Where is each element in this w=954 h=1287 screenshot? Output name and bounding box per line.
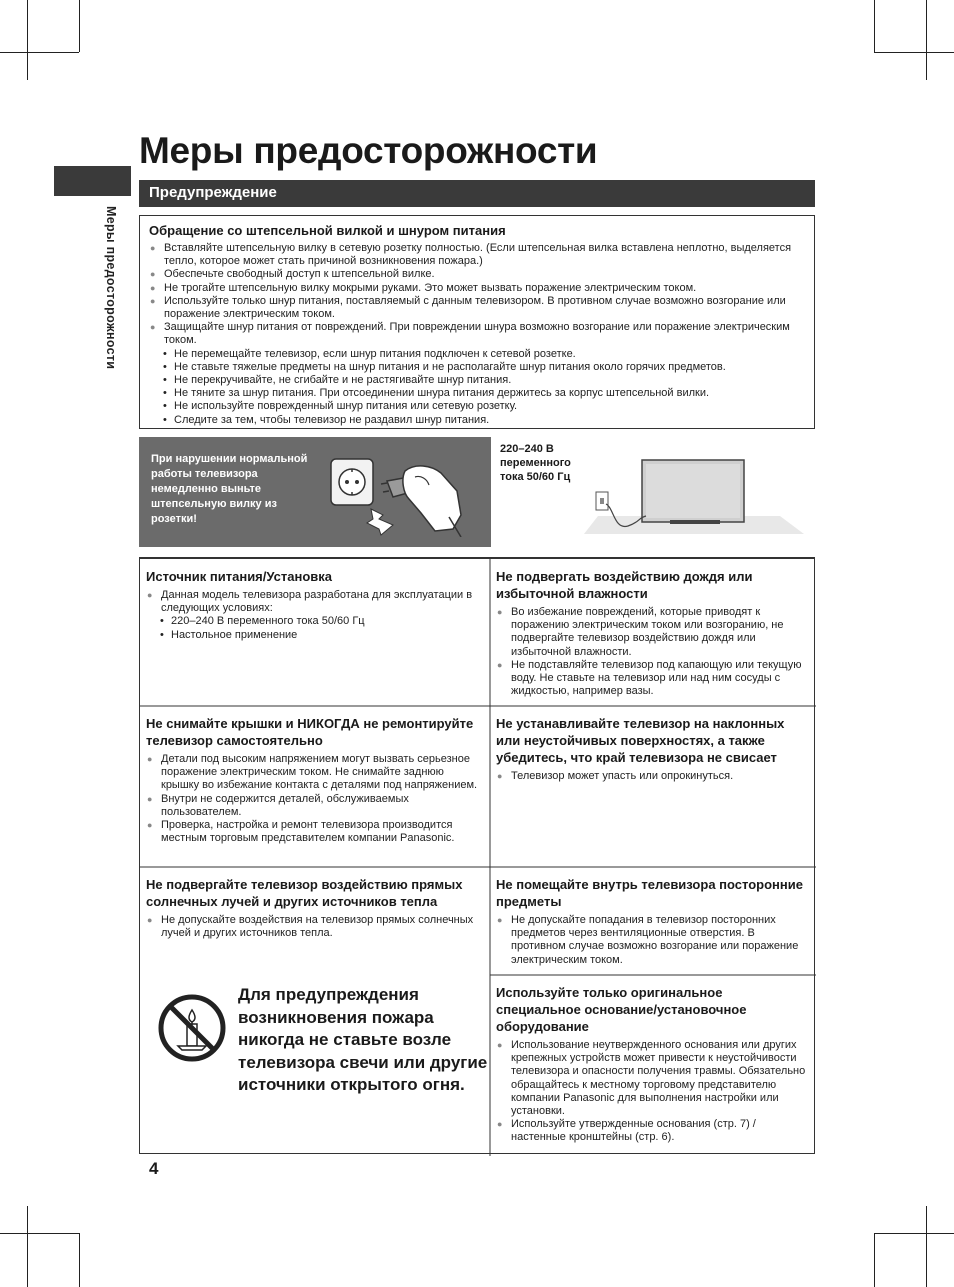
crop-mark	[27, 0, 28, 80]
list-item: • Настольное применение	[146, 629, 484, 642]
list-item: • Не перемещайте телевизор, если шнур питания подключен к сетевой розетке.	[149, 348, 805, 361]
section-sublist	[146, 615, 484, 641]
list-item: • Не ставьте тяжелые предметы на шнур питания и не располагайте шнур питания около горячих предметов.	[149, 361, 805, 374]
list-item: • Следите за тем, чтобы телевизор не раздавил шнур питания.	[149, 414, 805, 427]
surface-stability-section	[490, 706, 816, 783]
sunlight-heat-section	[140, 867, 490, 1156]
unplug-warning-text: При нарушении нормальной работы телевизора немедленно выньте штепсельную вилку из розетки!	[151, 453, 308, 525]
list-item: ● Телевизор может упасть или опрокинуться.	[496, 770, 810, 783]
list-item: ● Внутри не содержится деталей, обслуживаемых пользователем.	[146, 793, 484, 819]
list-item: ● Не трогайте штепсельную вилку мокрыми руками. Это может вызвать поражение электрическим током.	[149, 282, 805, 295]
section-title: Не снимайте крышки и НИКОГДА не ремонтируйте телевизор самостоятельно	[146, 716, 474, 748]
plug-handling-list	[149, 242, 805, 348]
section-header: Предупреждение	[139, 180, 815, 207]
section-title: Используйте только оригинальное специальное основание/установочное оборудование	[496, 985, 747, 1034]
list-item: ● Вставляйте штепсельную вилку в сетевую розетку полностью. (Если штепсельная вилка вставлена неплотно, выделяется тепло, которое может стать причиной возникновения пожара.)	[149, 242, 805, 268]
fire-warning-text: Для предупреждения возникновения пожара никогда не ставьте возле телевизора свечи или другие источники открытого огня.	[238, 985, 488, 1094]
list-item: ● Используйте только шнур питания, поставляемый с данным телевизором. В противном случае возможно возгорание или поражение электрическим током.	[149, 295, 805, 321]
crop-mark	[874, 52, 954, 53]
crop-mark	[79, 0, 80, 52]
crop-mark	[874, 0, 875, 52]
list-item: ● Детали под высоким напряжением могут вызвать серьезное поражение электрическим током. Не снимайте заднюю крышку во избежание контакта с деталями под напряжением.	[146, 753, 484, 793]
section-list	[496, 606, 810, 698]
section-title: Источник питания/Установка	[146, 569, 332, 584]
section-list	[146, 914, 484, 940]
plug-handling-title: Обращение со штепсельной вилкой и шнуром питания	[149, 223, 506, 238]
unplug-hand-icon	[329, 451, 479, 537]
rain-moisture-section	[490, 559, 816, 698]
section-list	[496, 1039, 810, 1145]
crop-mark	[0, 1233, 79, 1234]
list-item: • 220–240 В переменного тока 50/60 Гц	[146, 615, 484, 628]
list-item: • Не перекручивайте, не сгибайте и не растягивайте шнур питания.	[149, 374, 805, 387]
voltage-label: 220–240 В переменного тока 50/60 Гц	[500, 443, 571, 483]
crop-mark	[27, 1206, 28, 1287]
cover-repair-section	[140, 706, 490, 845]
list-item: ● Не допускайте воздействия на телевизор прямых солнечных лучей и других источников тепла.	[146, 914, 484, 940]
warnings-grid	[139, 557, 815, 1154]
list-item: ● Используйте утвержденные основания (стр. 7) / настенные кронштейны (стр. 6).	[496, 1118, 810, 1144]
section-list	[496, 914, 810, 967]
list-item: ● Использование неутвержденного основания или других крепежных устройств может привести к неустойчивости телевизора и опасности получения травмы. Обязательно обращайтесь к местному торговому представителю компании Panasonic для выполнения настройки или установки.	[496, 1039, 810, 1118]
section-list	[146, 753, 484, 845]
side-section-label: Меры предосторожности	[104, 206, 118, 370]
list-item: ● Проверка, настройка и ремонт телевизора производится местным торговым представителем компании Panasonic.	[146, 819, 484, 845]
crop-mark	[0, 52, 79, 53]
page-number: 4	[149, 1159, 159, 1178]
no-open-flame-icon	[158, 994, 226, 1062]
list-item: ● Данная модель телевизора разработана для эксплуатации в следующих условиях:	[146, 589, 484, 615]
section-title: Не подвергайте телевизор воздействию прямых солнечных лучей и других источников тепла	[146, 877, 463, 909]
section-title: Не подвергать воздействию дождя или избыточной влажности	[496, 569, 753, 601]
list-item: • Не тяните за шнур питания. При отсоединении шнура питания держитесь за корпус штепсельной вилки.	[149, 387, 805, 400]
section-title: Не помещайте внутрь телевизора посторонние предметы	[496, 877, 803, 909]
crop-mark	[926, 0, 927, 80]
list-item: ● Не допускайте попадания в телевизор посторонних предметов через вентиляционные отверстия. В противном случае возможно возгорание или поражение электрическим током.	[496, 914, 810, 967]
list-item: ● Не подставляйте телевизор под капающую или текущую воду. Не ставьте на телевизор или над ним сосуды с жидкостью, например вазы.	[496, 659, 810, 699]
unplug-warning-panel	[139, 437, 491, 547]
page-title: Меры предосторожности	[139, 130, 598, 171]
original-stand-section	[490, 975, 816, 1145]
side-tab-block	[54, 166, 131, 196]
list-item: ● Во избежание повреждений, которые приводят к поражению электрическим током или возгоранию, не подвергайте телевизор воздействию дождя или избыточной влажности.	[496, 606, 810, 659]
crop-mark	[874, 1233, 954, 1234]
section-list	[496, 770, 810, 783]
list-item: ● Обеспечьте свободный доступ к штепсельной вилке.	[149, 268, 805, 281]
section-list	[146, 589, 484, 615]
tv-icon	[580, 452, 806, 538]
cord-protection-list	[149, 348, 805, 427]
foreign-objects-section	[490, 867, 816, 967]
crop-mark	[79, 1233, 80, 1287]
power-installation-section	[140, 559, 490, 642]
section-title: Не устанавливайте телевизор на наклонных или неустойчивых поверхностях, а также убедитесь, что край телевизора не свисает	[496, 716, 785, 765]
crop-mark	[926, 1206, 927, 1287]
plug-handling-box	[139, 215, 815, 429]
list-item: ● Защищайте шнур питания от повреждений. При повреждении шнура возможно возгорание или поражение электрическим током.	[149, 321, 805, 347]
list-item: • Не используйте поврежденный шнур питания или сетевую розетку.	[149, 400, 805, 413]
crop-mark	[874, 1233, 875, 1287]
